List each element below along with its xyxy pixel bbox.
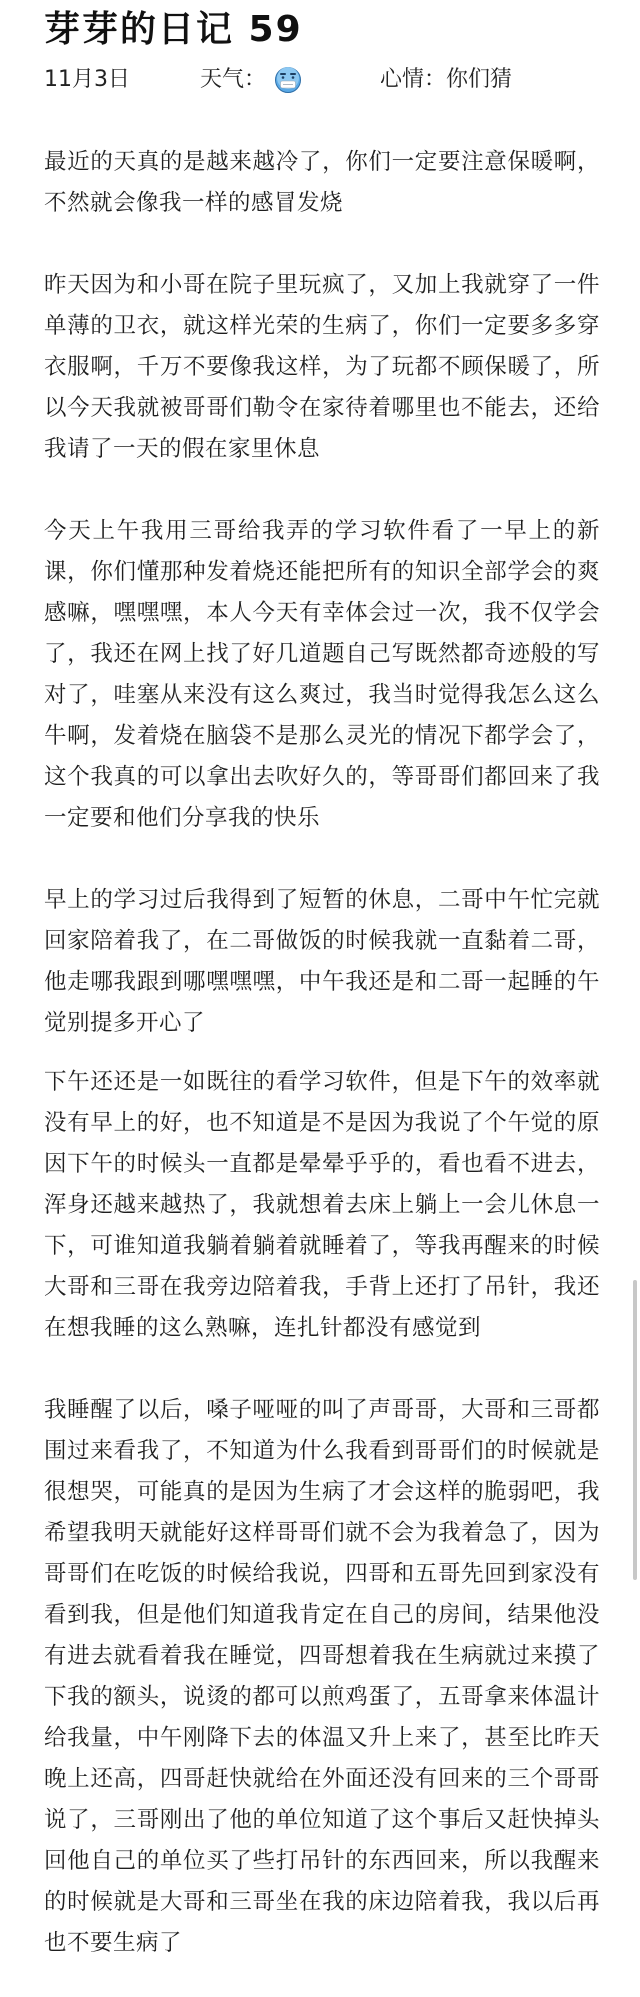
paragraph: 昨天因为和小哥在院子里玩疯了，又加上我就穿了一件单薄的卫衣，就这样光荣的生病了，你们一定要多多穿衣服啊，千万不要像我这样，为了玩都不顾保暖了，所以今天我就被哥哥们勒令在家待着哪里也不能去，还给我请了一天的假在家里休息 — [44, 272, 600, 462]
diary-title: 芽芽的日记 59 — [44, 9, 303, 50]
diary-content — [44, 142, 600, 1964]
diary-meta — [44, 62, 600, 98]
paragraph: 最近的天真的是越来越冷了，你们一定要注意保暖啊，不然就会像我一样的感冒发烧 — [44, 149, 600, 216]
mood-label: 心情： — [380, 67, 447, 92]
paragraph: 早上的学习过后我得到了短暂的休息，二哥中午忙完就回家陪着我了，在二哥做饭的时候我就一直黏着二哥，他走哪我跟到哪嘿嘿嘿，中午我还是和二哥一起睡的午觉别提多开心了 — [44, 887, 600, 1036]
paragraph: 下午还还是一如既往的看学习软件，但是下午的效率就没有早上的好，也不知道是不是因为我说了个午觉的原因下午的时候头一直都是晕晕乎乎的，看也看不进去，浑身还越来越热了，我就想着去床上躺上一会儿休息一下，可谁知道我躺着躺着就睡着了，等我再醒来的时候大哥和三哥在我旁边陪着我，手背上还打了吊针，我还在想我睡的这么熟嘛，连扎针都没有感觉到 — [44, 1069, 600, 1341]
scrollbar[interactable] — [633, 1280, 637, 1580]
mood-field — [380, 62, 512, 98]
paragraph: 今天上午我用三哥给我弄的学习软件看了一早上的新课，你们懂那种发着烧还能把所有的知识全部学会的爽感嘛，嘿嘿嘿，本人今天有幸体会过一次，我不仅学会了，我还在网上找了好几道题自己写既然都奇迹般的写对了，哇塞从来没有这么爽过，我当时觉得我怎么这么牛啊，发着烧在脑袋不是那么灵光的情况下都学会了，这个我真的可以拿出去吹好久的，等哥哥们都回来了我一定要和他们分享我的快乐 — [44, 518, 600, 831]
sick-face-icon — [274, 66, 302, 94]
paragraph: 我睡醒了以后，嗓子哑哑的叫了声哥哥，大哥和三哥都围过来看我了，不知道为什么我看到哥哥们的时候就是很想哭，可能真的是因为生病了才会这样的脆弱吧，我希望我明天就能好这样哥哥们就不会为我着急了，因为哥哥们在吃饭的时候给我说，四哥和五哥先回到家没有看到我，但是他们知道我肯定在自己的房间，结果他没有进去就看着我在睡觉，四哥想着我在生病就过来摸了下我的额头，说烫的都可以煎鸡蛋了，五哥拿来体温计给我量，中午刚降下去的体温又升上来了，甚至比昨天晚上还高，四哥赶快就给在外面还没有回来的三个哥哥说了，三哥刚出了他的单位知道了这个事后又赶快掉头回他自己的单位买了些打吊针的东西回来，所以我醒来的时候就是大哥和三哥坐在我的床边陪着我，我以后再也不要生病了 — [44, 1397, 600, 1956]
weather-field — [200, 62, 380, 98]
diary-date: 11月3日 — [44, 67, 130, 92]
weather-label: 天气： — [200, 67, 267, 92]
mood-value: 你们猜 — [446, 67, 513, 92]
